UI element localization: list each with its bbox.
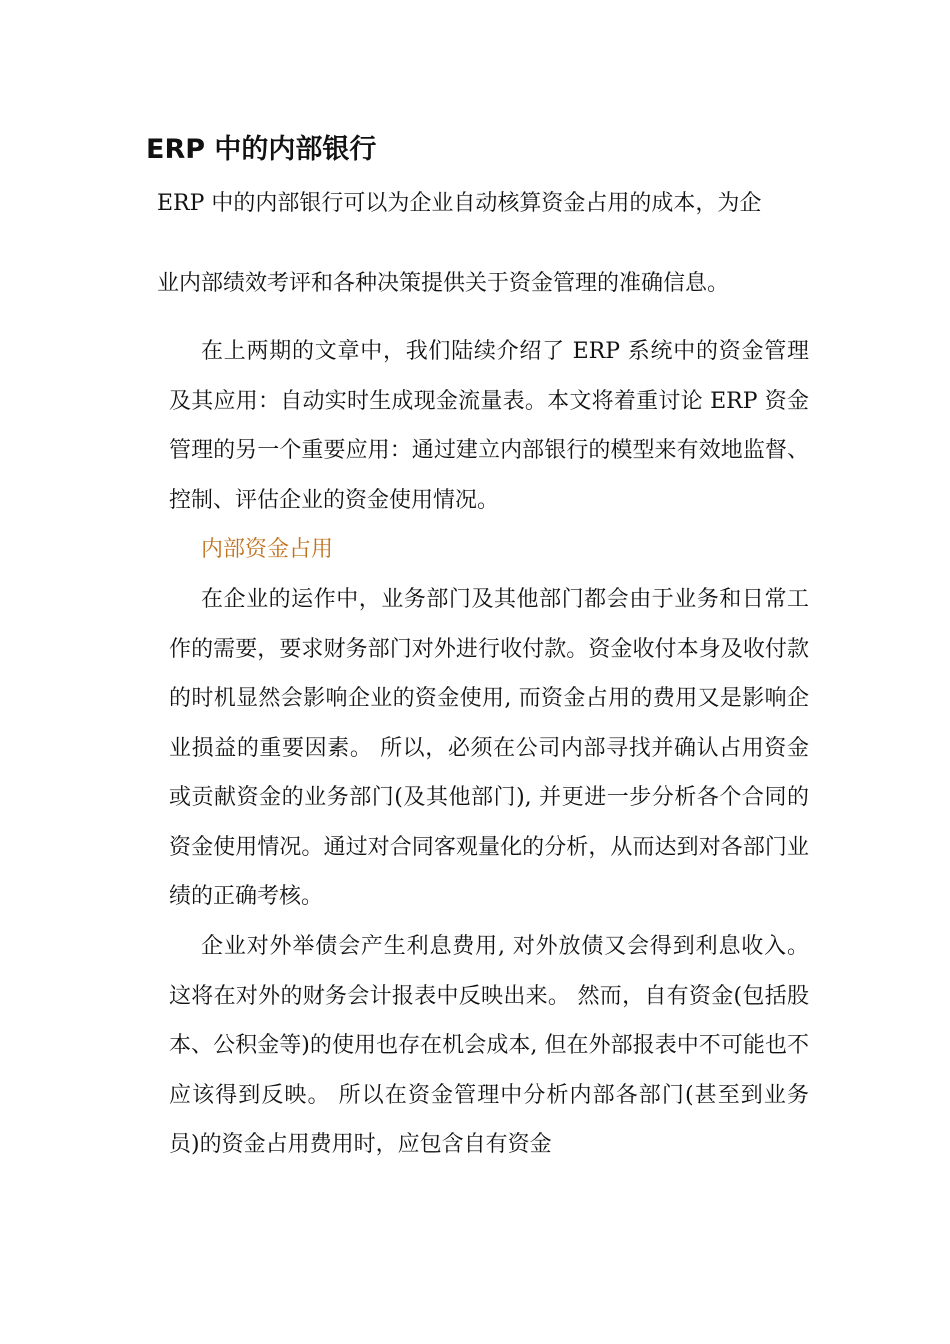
body-paragraph: 在上两期的文章中，我们陆续介绍了 ERP 系统中的资金管理及其应用：自动实时生成现金流量表。本文将着重讨论 ERP 资金管理的另一个重要应用：通过建立内部银行的模型来有效地监督、控制、评估企业的资金使用情况。: [169, 339, 809, 513]
section-heading-block: [169, 525, 809, 575]
paragraph-block-2: [169, 575, 809, 922]
body-paragraph: 企业对外举债会产生利息费用, 对外放债又会得到利息收入。 这将在对外的财务会计报表中反映出来。 然而，自有资金(包括股本、公积金等)的使用也存在机会成本, 但在外部报表中不可能也不应该得到反映。 所以在资金管理中分析内部各部门(甚至到业务员)的资金占用费用时，应包含自有资金: [169, 934, 809, 1157]
intro-line-1: ERP 中的内部银行可以为企业自动核算资金占用的成本，为企: [157, 191, 762, 216]
section-heading: 内部资金占用: [201, 537, 334, 562]
body-paragraph: 在企业的运作中，业务部门及其他部门都会由于业务和日常工作的需要，要求财务部门对外进行收付款。资金收付本身及收付款的时机显然会影响企业的资金使用, 而资金占用的费用又是影响企业损益的重要因素。 所以，必须在公司内部寻找并确认占用资金或贡献资金的业务部门(及其他部门), 并更进一步分析各个合同的资金使用情况。通过对合同客观量化的分析，从而达到对各部门业绩的正确考核。: [169, 587, 809, 909]
intro-line-2: 业内部绩效考评和各种决策提供关于资金管理的准确信息。: [157, 271, 730, 296]
paragraph-block-3: [169, 922, 809, 1170]
paragraph-block-1: [169, 327, 809, 525]
document-title: ERP 中的内部银行: [146, 134, 377, 165]
